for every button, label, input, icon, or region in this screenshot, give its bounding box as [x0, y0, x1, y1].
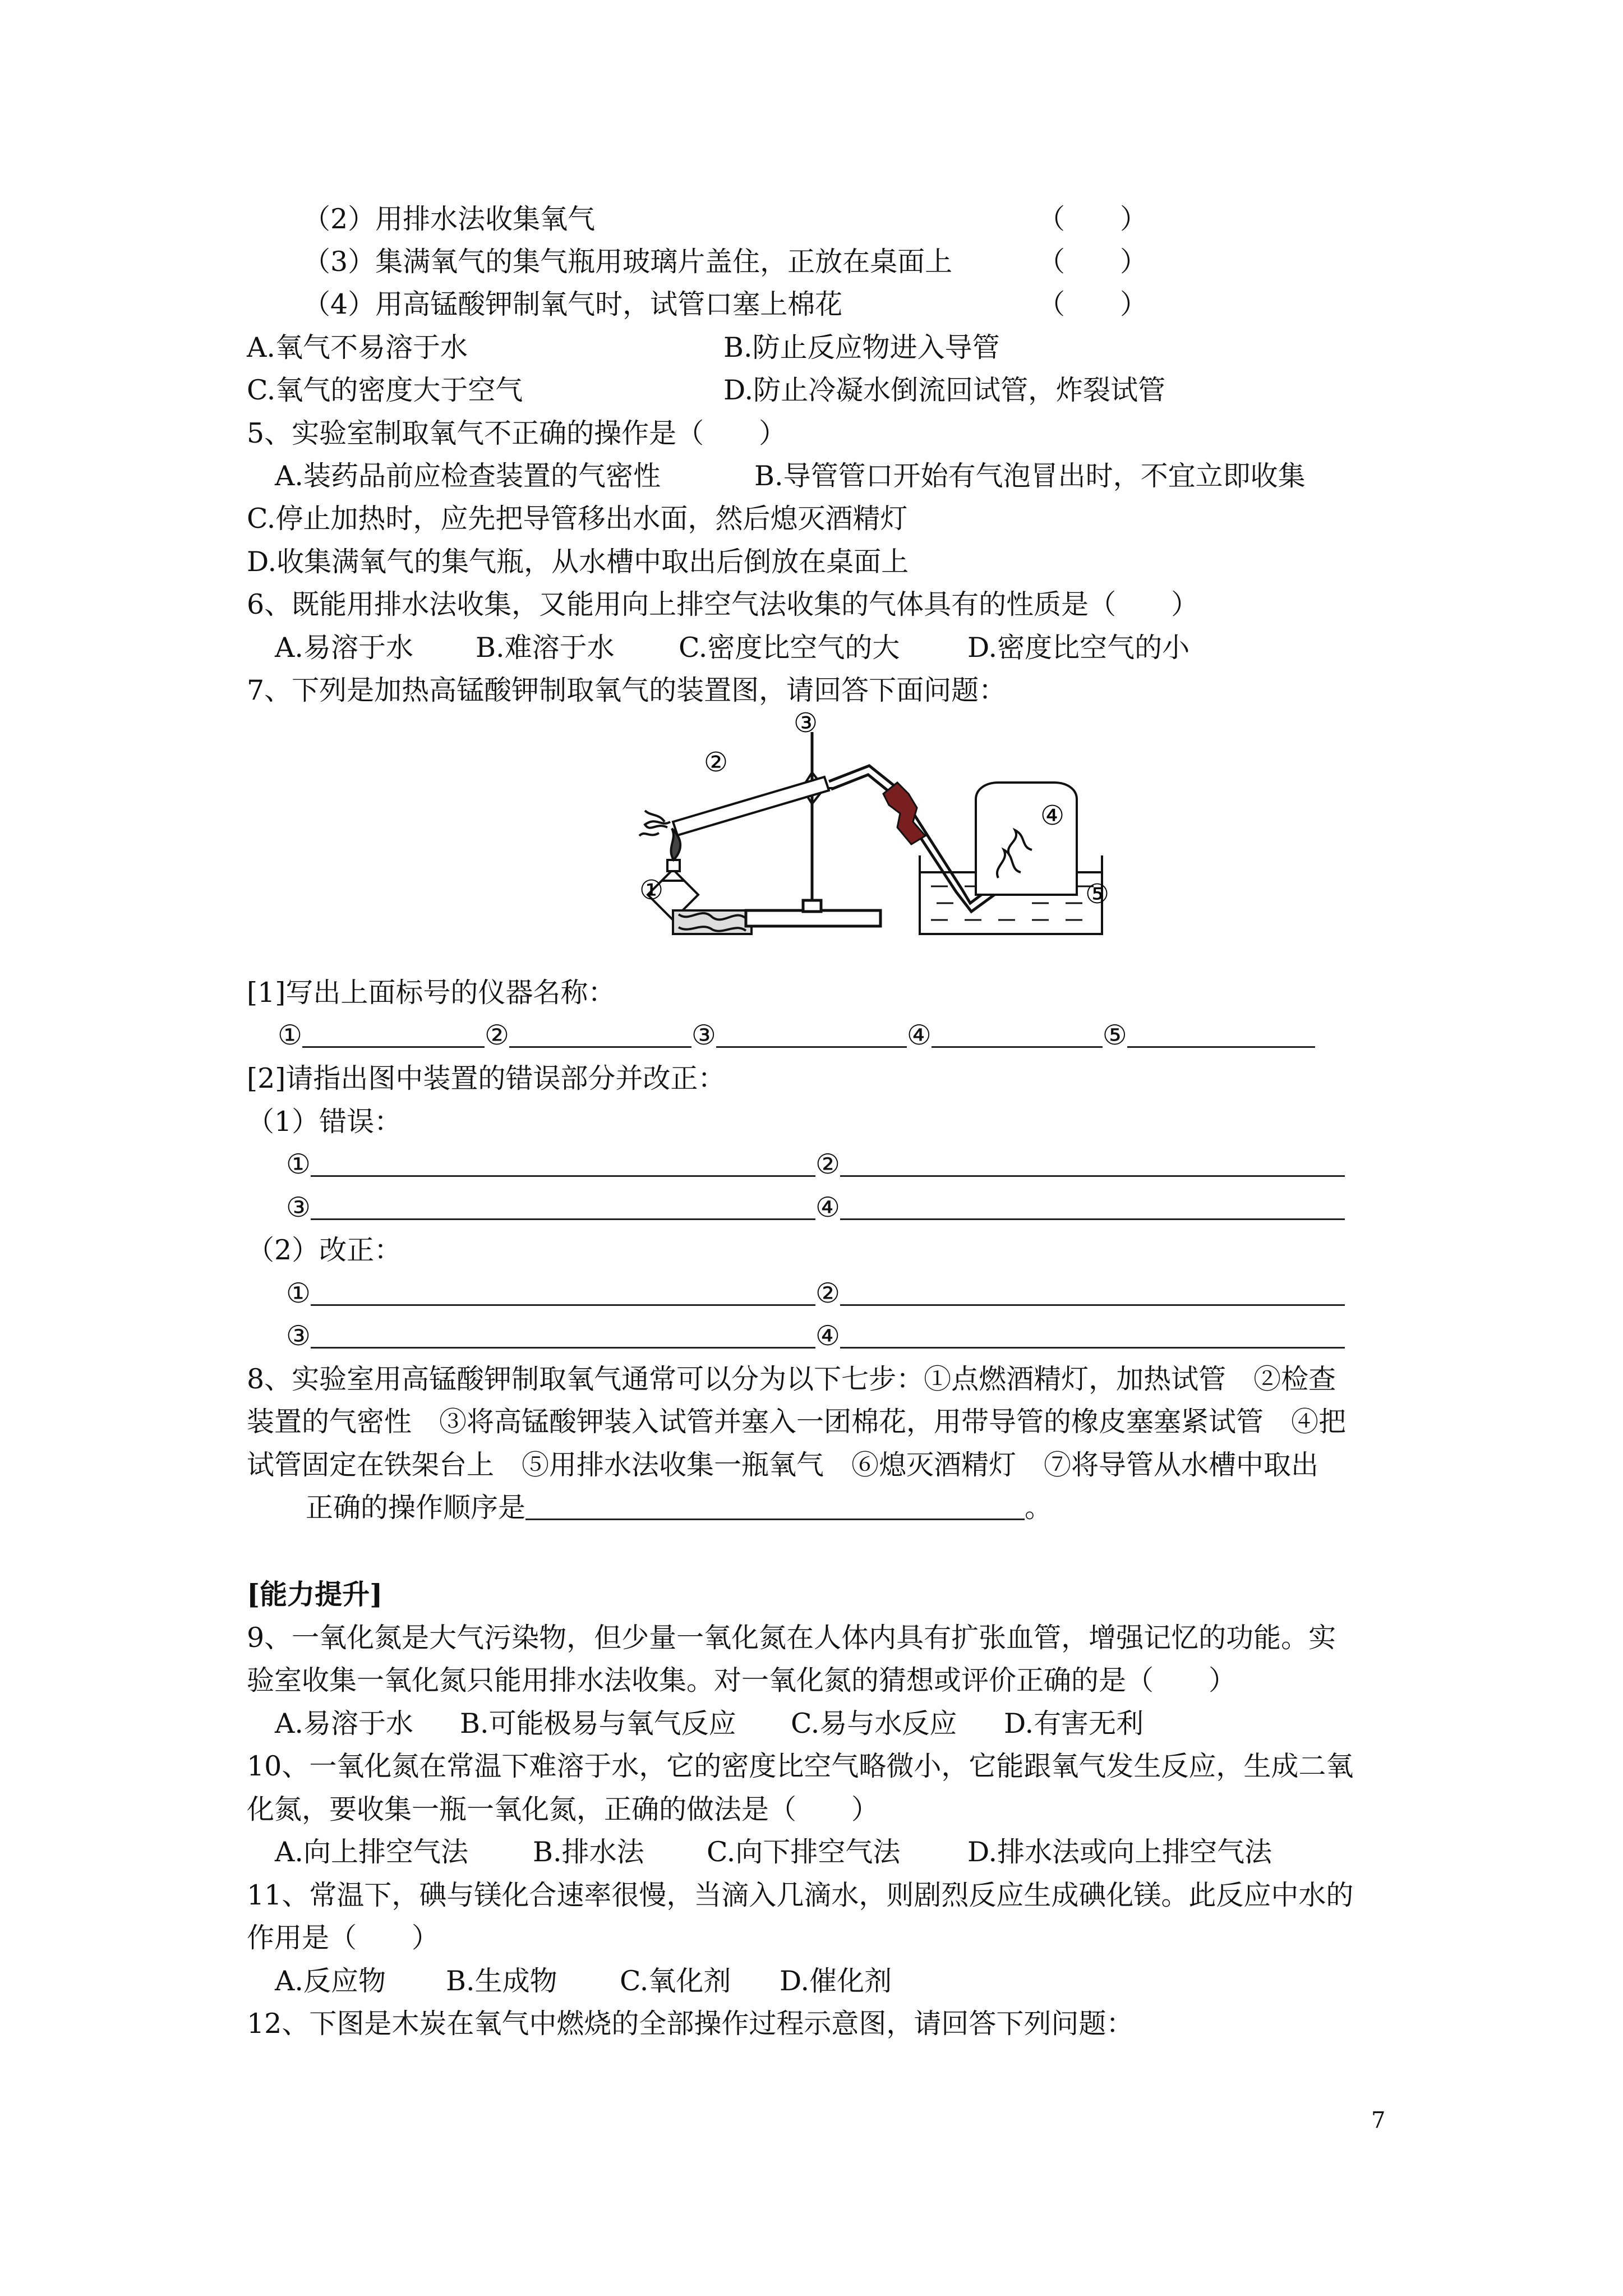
gas-collecting-bottle	[976, 783, 1077, 895]
diagram-label-1: ①	[639, 875, 664, 906]
q7-part2: [2]请指出图中装置的错误部分并改正：	[247, 1062, 726, 1094]
q4-item-4-text: （4）用高锰酸钾制氧气时，试管口塞上棉花	[303, 288, 843, 320]
blank-label-5: ⑤	[1102, 1019, 1127, 1051]
q11-line-1: 11、常温下，碘与镁化合速率很慢，当滴入几滴水，则剧烈反应生成碘化镁。此反应中水的	[247, 1879, 1354, 1911]
blank-label-1: ①	[278, 1019, 302, 1051]
fix-blank-3[interactable]	[311, 1322, 815, 1349]
q9-option-a: A.易溶于水	[275, 1708, 413, 1740]
q8-answer-suffix: 。	[1025, 1492, 1053, 1524]
q6-option-c: C.密度比空气的大	[679, 632, 900, 664]
q11-line-2: 作用是（ ）	[247, 1922, 440, 1954]
q11-option-d: D.催化剂	[780, 1965, 892, 1997]
q9-option-d: D.有害无利	[1004, 1708, 1144, 1740]
q6-stem: 6、既能用排水法收集，又能用向上排空气法收集的气体具有的性质是（ ）	[247, 588, 1199, 620]
q4-item-4	[303, 288, 843, 320]
wood-block	[673, 910, 751, 934]
iron-stand	[746, 732, 880, 926]
q4-item-2-text: （2）用排水法收集氧气	[303, 203, 596, 235]
q7-fixes-title: （2）改正：	[247, 1234, 402, 1266]
q4-option-b: B.防止反应物进入导管	[723, 332, 1000, 364]
name-blank-5[interactable]	[1127, 1022, 1315, 1048]
q4-item-3-answer-paren[interactable]: （ ）	[1038, 246, 1148, 278]
q4-option-c: C.氧气的密度大于空气	[247, 374, 523, 406]
q6-option-b: B.难溶于水	[476, 632, 615, 664]
error-label-2: ②	[815, 1148, 840, 1180]
oxygen-apparatus-diagram	[606, 710, 1396, 962]
q8-answer-row	[306, 1492, 1053, 1524]
fix-row-2	[286, 1322, 1345, 1350]
q4-option-d: D.防止冷凝水倒流回试管，炸裂试管	[723, 374, 1166, 406]
q7-errors-title: （1）错误：	[247, 1106, 402, 1138]
diagram-label-3: ③	[794, 710, 818, 739]
q6-option-d: D.密度比空气的小	[967, 632, 1190, 664]
fix-label-3: ③	[286, 1320, 311, 1352]
fix-label-1: ①	[286, 1277, 311, 1309]
q4-option-a: A.氧气不易溶于水	[247, 332, 468, 364]
q10-option-b: B.排水法	[533, 1836, 644, 1868]
q8-line-1: 8、实验室用高锰酸钾制取氧气通常可以分为以下七步：①点燃酒精灯，加热试管 ②检查	[247, 1363, 1336, 1395]
error-blank-4[interactable]	[840, 1194, 1345, 1220]
q10-line-2: 化氮，要收集一瓶一氧化氮，正确的做法是（ ）	[247, 1793, 879, 1825]
rubber-tube	[883, 783, 925, 844]
q7-name-blanks	[278, 1019, 1315, 1051]
blank-label-3: ③	[691, 1019, 716, 1051]
q10-option-d: D.排水法或向上排空气法	[967, 1836, 1272, 1868]
q10-option-c: C.向下排空气法	[707, 1836, 901, 1868]
error-blank-3[interactable]	[311, 1194, 815, 1220]
fix-blank-2[interactable]	[840, 1280, 1345, 1306]
error-label-1: ①	[286, 1148, 311, 1180]
q9-option-c: C.易与水反应	[791, 1708, 957, 1740]
name-blank-1[interactable]	[302, 1022, 485, 1048]
error-row-1	[286, 1148, 1345, 1180]
q5-option-d: D.收集满氧气的集气瓶，从水槽中取出后倒放在桌面上	[247, 546, 909, 578]
fix-blank-4[interactable]	[840, 1322, 1345, 1349]
test-tube	[639, 777, 829, 836]
q5-option-a: A.装药品前应检查装置的气密性	[275, 460, 661, 492]
fix-label-4: ④	[815, 1320, 840, 1352]
q10-option-a: A.向上排空气法	[275, 1836, 468, 1868]
q9-line-1: 9、一氧化氮是大气污染物，但少量一氧化氮在人体内具有扩张血管，增强记忆的功能。实	[247, 1622, 1336, 1654]
q5-option-c: C.停止加热时，应先把导管移出水面，然后熄灭酒精灯	[247, 503, 908, 535]
fix-row-1	[286, 1277, 1345, 1309]
q4-item-2-answer-paren[interactable]: （ ）	[1038, 203, 1148, 235]
q11-option-b: B.生成物	[446, 1965, 557, 1997]
blank-label-4: ④	[906, 1019, 932, 1051]
name-blank-3[interactable]	[716, 1022, 907, 1048]
name-blank-2[interactable]	[509, 1022, 691, 1048]
q8-answer-prefix: 正确的操作顺序是	[306, 1492, 526, 1524]
name-blank-4[interactable]	[932, 1022, 1103, 1048]
q4-item-2	[303, 205, 595, 233]
diagram-label-5: ⑤	[1085, 878, 1110, 910]
q4-item-3-text: （3）集满氧气的集气瓶用玻璃片盖住，正放在桌面上	[303, 246, 953, 278]
blank-label-2: ②	[484, 1019, 509, 1051]
section-title: [能力提升]	[247, 1578, 383, 1611]
q12-stem: 12、下图是木炭在氧气中燃烧的全部操作过程示意图，请回答下列问题：	[247, 2008, 1134, 2040]
q7-part1: [1]写出上面标号的仪器名称：	[247, 977, 616, 1009]
error-blank-1[interactable]	[311, 1151, 815, 1177]
error-blank-2[interactable]	[840, 1151, 1345, 1177]
q5-stem: 5、实验室制取氧气不正确的操作是（ ）	[247, 417, 787, 449]
fix-label-2: ②	[815, 1277, 840, 1309]
q6-option-a: A.易溶于水	[275, 632, 413, 664]
error-label-4: ④	[815, 1191, 840, 1223]
error-row-2	[286, 1191, 1345, 1223]
q10-line-1: 10、一氧化氮在常温下难溶于水，它的密度比空气略微小，它能跟氧气发生反应，生成二氧	[247, 1750, 1354, 1782]
q4-item-3	[303, 246, 953, 278]
q9-line-2: 验室收集一氧化氮只能用排水法收集。对一氧化氮的猜想或评价正确的是（ ）	[247, 1664, 1237, 1696]
q8-line-3: 试管固定在铁架台上 ⑤用排水法收集一瓶氧气 ⑥熄灭酒精灯 ⑦将导管从水槽中取出	[247, 1449, 1319, 1481]
q8-line-2: 装置的气密性 ③将高锰酸钾装入试管并塞入一团棉花，用带导管的橡皮塞塞紧试管 ④把	[247, 1406, 1347, 1438]
diagram-label-2: ②	[704, 747, 728, 778]
q4-item-4-answer-paren[interactable]: （ ）	[1038, 288, 1148, 320]
page-number: 7	[1371, 2108, 1386, 2133]
q11-option-a: A.反应物	[275, 1965, 386, 1997]
q8-answer-blank[interactable]	[525, 1494, 1025, 1520]
q9-option-b: B.可能极易与氧气反应	[460, 1708, 736, 1740]
diagram-label-4: ④	[1040, 800, 1065, 831]
q11-option-c: C.氧化剂	[620, 1965, 731, 1997]
error-label-3: ③	[286, 1191, 311, 1223]
q5-option-b: B.导管管口开始有气泡冒出时，不宜立即收集	[754, 460, 1306, 492]
q7-stem: 7、下列是加热高锰酸钾制取氧气的装置图，请回答下面问题：	[247, 674, 1007, 706]
fix-blank-1[interactable]	[311, 1280, 815, 1306]
